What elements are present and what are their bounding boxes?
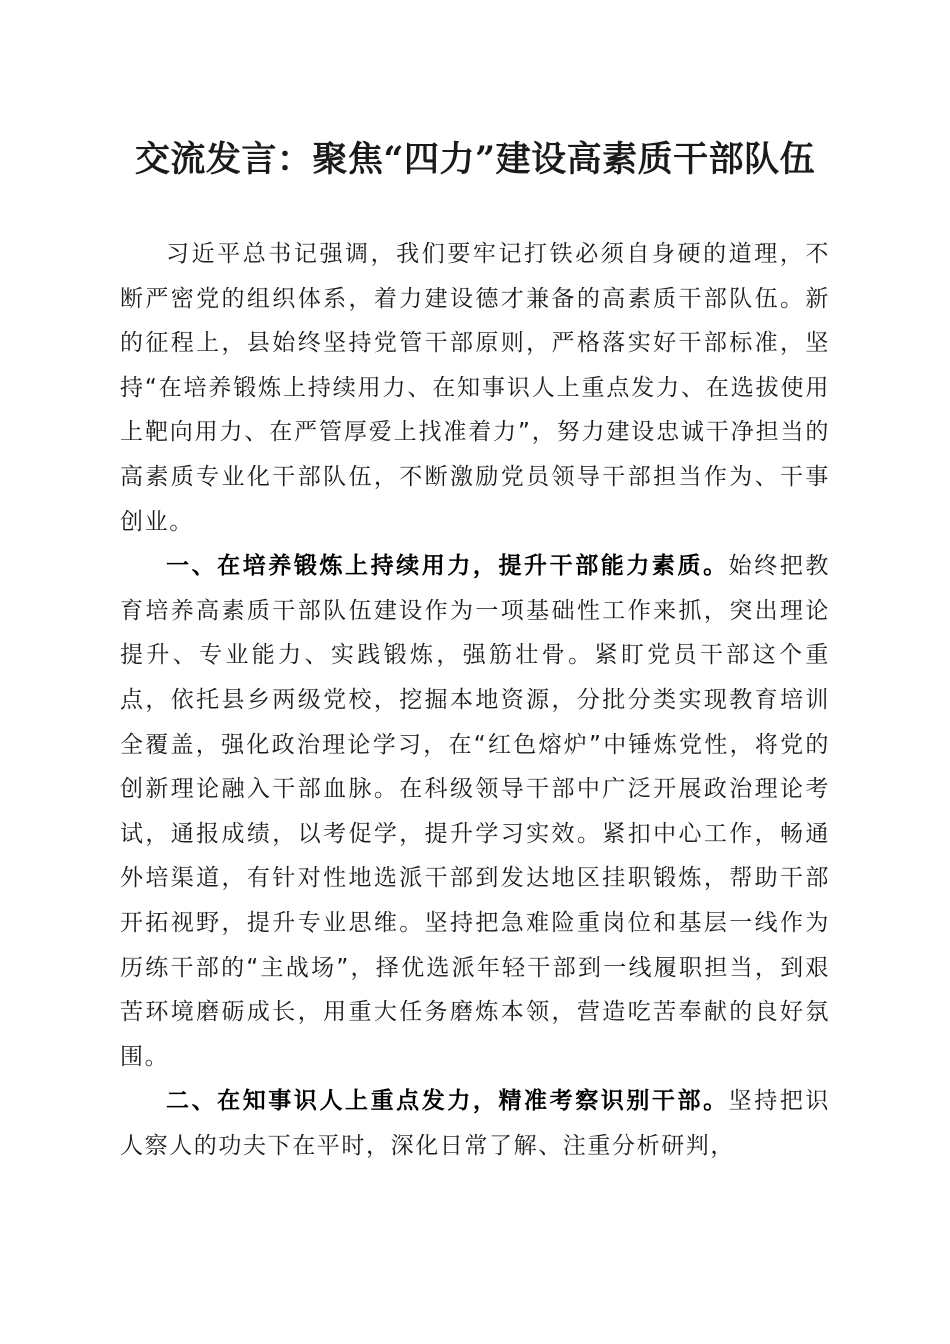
paragraph-section-1 <box>120 544 830 1079</box>
paragraph-intro <box>120 232 830 544</box>
paragraph-section-2 <box>120 1079 830 1168</box>
paragraph-heading: 二、在知事识人上重点发力，精准考察识别干部。 <box>166 1088 729 1115</box>
document-title: 交流发言：聚焦“四力”建设高素质干部队伍 <box>134 139 816 180</box>
paragraph-text: 习近平总书记强调，我们要牢记打铁必须自身硬的道理，不断严密党的组织体系，着力建设德才兼备的高素质干部队伍。新的征程上，县始终坚持党管干部原则，严格落实好干部标准，坚持“在培养锻炼上持续用力、在知事识人上重点发力、在选拔使用上靶向用力、在严管厚爱上找准着力”，努力建设忠诚干净担当的高素质专业化干部队伍，不断激励党员领导干部担当作为、干事创业。 <box>120 241 830 535</box>
paragraph-heading: 一、在培养锻炼上持续用力，提升干部能力素质。 <box>166 553 729 580</box>
paragraph-text: 坚持把识人察人的功夫下在平时，深化日常了解、注重分析研判， <box>120 1088 830 1159</box>
document-body <box>120 232 830 1168</box>
paragraph-text: 始终把教育培养高素质干部队伍建设作为一项基础性工作来抓，突出理论提升、专业能力、实践锻炼，强筋壮骨。紧盯党员干部这个重点，依托县乡两级党校，挖掘本地资源，分批分类实现教育培训全覆盖，强化政治理论学习，在“红色熔炉”中锤炼党性，将党的创新理论融入干部血脉。在科级领导干部中广泛开展政治理论考试，通报成绩，以考促学，提升学习实效。紧扣中心工作，畅通外培渠道，有针对性地选派干部到发达地区挂职锻炼，帮助干部开拓视野，提升专业思维。坚持把急难险重岗位和基层一线作为历练干部的“主战场”，择优选派年轻干部到一线履职担当，到艰苦环境磨砺成长，用重大任务磨炼本领，营造吃苦奉献的良好氛围。 <box>120 553 830 1070</box>
